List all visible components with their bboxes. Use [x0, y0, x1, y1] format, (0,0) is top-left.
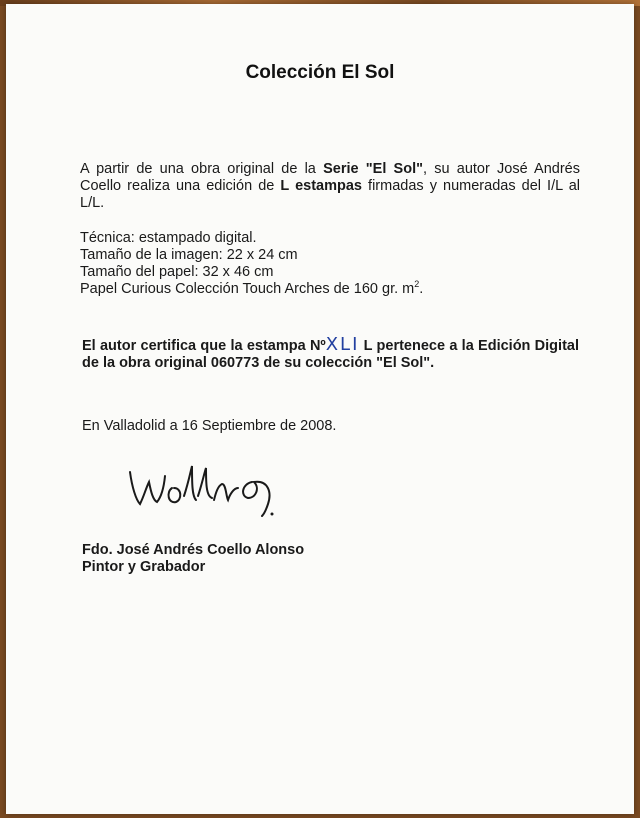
technique-line: Técnica: estampado digital.: [80, 230, 257, 246]
paper-type-text: Papel Curious Colección Touch Arches de 160 gr. m: [80, 281, 415, 297]
intro-text-2: , su autor José Andrés Coello realiza una edición de: [80, 161, 580, 194]
certification-paragraph: [82, 336, 579, 372]
signer-role: Pintor y Grabador: [82, 559, 206, 575]
handwritten-print-number: XLI: [325, 334, 360, 355]
series-name: Serie "El Sol": [323, 161, 423, 177]
certificate-page: [6, 4, 634, 814]
paper-type-end: .: [419, 281, 424, 297]
paper-type-superscript: 2: [414, 279, 420, 290]
image-size-line: Tamaño de la imagen: 22 x 24 cm: [80, 247, 298, 263]
intro-paragraph: [80, 161, 580, 212]
technical-details: [80, 230, 560, 298]
intro-text-1: A partir de una obra original de la: [80, 161, 324, 177]
paper-type-line: [80, 281, 560, 298]
certification-text-1: El autor certifica que la estampa Nº: [82, 338, 326, 354]
document-title: Colección El Sol: [245, 62, 395, 83]
signer-block: [82, 542, 482, 576]
signer-name: Fdo. José Andrés Coello Alonso: [82, 542, 305, 558]
edition-size: L estampas: [280, 178, 362, 194]
paper-size-line: Tamaño del papel: 32 x 46 cm: [80, 264, 274, 280]
certification-text-2: L pertenece a la Edición Digital de la obra original 060773 de su colección "El Sol".: [82, 338, 579, 371]
signature-icon: [122, 452, 297, 522]
place-and-date: En Valladolid a 16 Septiembre de 2008.: [82, 418, 337, 434]
intro-text-3: firmadas y numeradas del I/L al L/L.: [80, 178, 580, 211]
